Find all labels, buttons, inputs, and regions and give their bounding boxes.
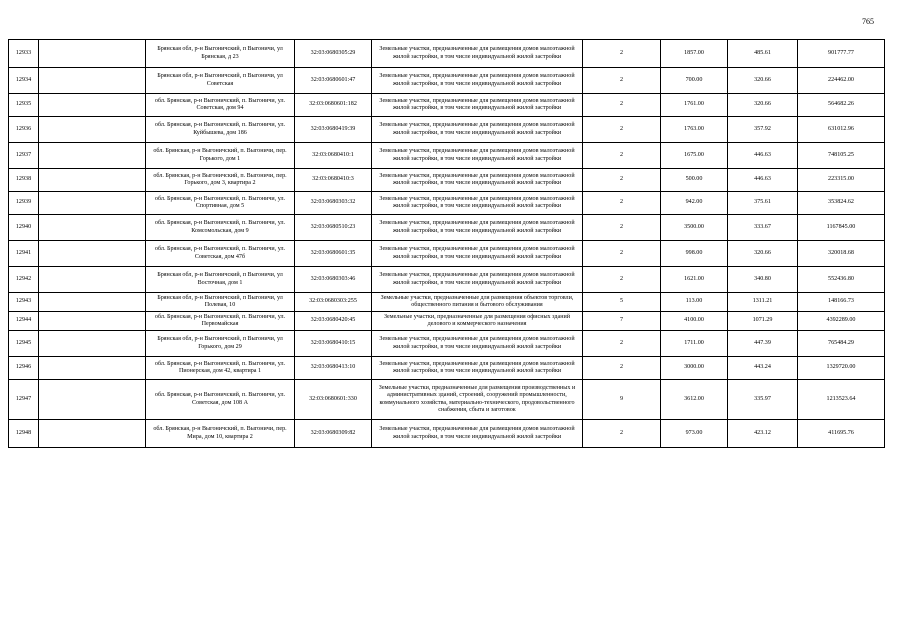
cadastral-value-cell: 224462.00 (798, 68, 885, 94)
land-use-cell: Земельные участки, предназначенные для размещения домов малоэтажной жилой застройки, в том числе индивидуальной жилой застройки (372, 331, 583, 357)
table-row (9, 312, 885, 331)
area-cell: 998.00 (661, 241, 728, 267)
table-row (9, 215, 885, 241)
area-cell: 3500.00 (661, 215, 728, 241)
address-cell: обл. Брянская, р-н Выгоничский, п. Выгоничи, ул. Куйбышева, дом 186 (146, 117, 295, 143)
table-row (9, 357, 885, 380)
area-cell: 700.00 (661, 68, 728, 94)
row-number-cell: 12941 (9, 241, 39, 267)
area-cell: 1857.00 (661, 40, 728, 68)
land-use-cell: Земельные участки, предназначенные для размещения домов малоэтажной жилой застройки, в том числе индивидуальной жилой застройки (372, 40, 583, 68)
address-cell: обл. Брянская, р-н Выгоничский, п. Выгоничи, пер. Горького, дом 1 (146, 143, 295, 169)
address-cell: обл. Брянская, р-н Выгоничский, п. Выгоничи, пер. Мира, дом 10, квартира 2 (146, 420, 295, 448)
area-cell: 942.00 (661, 192, 728, 215)
address-cell: обл. Брянская, р-н Выгоничский, п. Выгоничи, ул. Советская, дом 47б (146, 241, 295, 267)
blank-cell (39, 143, 146, 169)
cadastral-value-cell: 223315.00 (798, 169, 885, 192)
cadastral-value-cell: 411695.76 (798, 420, 885, 448)
table-row (9, 241, 885, 267)
specific-value-cell: 320.66 (728, 241, 798, 267)
cadastral-value-cell: 748105.25 (798, 143, 885, 169)
table-row (9, 192, 885, 215)
table-row (9, 331, 885, 357)
row-number-cell: 12944 (9, 312, 39, 331)
cadastral-number-cell: 32:03:0680410:15 (295, 331, 372, 357)
cadastral-value-table (8, 39, 885, 448)
specific-value-cell: 423.12 (728, 420, 798, 448)
group-cell: 7 (583, 312, 661, 331)
cadastral-number-cell: 32:03:0680601:35 (295, 241, 372, 267)
specific-value-cell: 1311.21 (728, 293, 798, 312)
cadastral-value-cell: 552436.80 (798, 267, 885, 293)
address-cell: Брянская обл, р-н Выгоничский, п Выгоничи, ул Советская (146, 68, 295, 94)
area-cell: 4100.00 (661, 312, 728, 331)
address-cell: обл. Брянская, р-н Выгоничский, п. Выгоничи, ул. Пионерская, дом 42, квартира 1 (146, 357, 295, 380)
address-cell: обл. Брянская, р-н Выгоничский, п. Выгоничи, пер. Горького, дом 3, квартира 2 (146, 169, 295, 192)
land-use-cell: Земельные участки, предназначенные для размещения домов малоэтажной жилой застройки, в том числе индивидуальной жилой застройки (372, 169, 583, 192)
cadastral-number-cell: 32:03:0680420:45 (295, 312, 372, 331)
row-number-cell: 12940 (9, 215, 39, 241)
area-cell: 1761.00 (661, 94, 728, 117)
cadastral-number-cell: 32:03:0680303:46 (295, 267, 372, 293)
table-row (9, 68, 885, 94)
cadastral-value-cell: 1329720.00 (798, 357, 885, 380)
area-cell: 1675.00 (661, 143, 728, 169)
group-cell: 2 (583, 143, 661, 169)
blank-cell (39, 357, 146, 380)
address-cell: обл. Брянская, р-н Выгоничский, п. Выгоничи, ул. Комсомольская, дом 9 (146, 215, 295, 241)
blank-cell (39, 312, 146, 331)
land-use-cell: Земельные участки, предназначенные для размещения объектов торговли, общественного питания и бытового обслуживания (372, 293, 583, 312)
cadastral-number-cell: 32:03:0680410:3 (295, 169, 372, 192)
area-cell: 1711.00 (661, 331, 728, 357)
blank-cell (39, 68, 146, 94)
row-number-cell: 12947 (9, 380, 39, 420)
table-row (9, 143, 885, 169)
cadastral-value-cell: 4392289.00 (798, 312, 885, 331)
group-cell: 2 (583, 169, 661, 192)
row-number-cell: 12948 (9, 420, 39, 448)
cadastral-number-cell: 32:03:0680413:10 (295, 357, 372, 380)
land-use-cell: Земельные участки, предназначенные для размещения домов малоэтажной жилой застройки, в том числе индивидуальной жилой застройки (372, 267, 583, 293)
blank-cell (39, 380, 146, 420)
land-use-cell: Земельные участки, предназначенные для размещения домов малоэтажной жилой застройки, в том числе индивидуальной жилой застройки (372, 94, 583, 117)
cadastral-number-cell: 32:03:0680601:182 (295, 94, 372, 117)
group-cell: 2 (583, 357, 661, 380)
group-cell: 2 (583, 267, 661, 293)
row-number-cell: 12938 (9, 169, 39, 192)
specific-value-cell: 335.97 (728, 380, 798, 420)
cadastral-value-cell: 320018.68 (798, 241, 885, 267)
group-cell: 2 (583, 420, 661, 448)
group-cell: 2 (583, 215, 661, 241)
row-number-cell: 12936 (9, 117, 39, 143)
area-cell: 500.00 (661, 169, 728, 192)
cadastral-value-cell: 901777.77 (798, 40, 885, 68)
blank-cell (39, 94, 146, 117)
specific-value-cell: 447.39 (728, 331, 798, 357)
table-row (9, 293, 885, 312)
land-use-cell: Земельные участки, предназначенные для размещения домов малоэтажной жилой застройки, в том числе индивидуальной жилой застройки (372, 192, 583, 215)
land-use-cell: Земельные участки, предназначенные для размещения производственных и административных зданий, строений, сооружений промышленности, коммунального хозяйства, материально-технического, продовольственного снабжения, сбыта и заготовок (372, 380, 583, 420)
group-cell: 2 (583, 40, 661, 68)
blank-cell (39, 192, 146, 215)
row-number-cell: 12939 (9, 192, 39, 215)
cadastral-number-cell: 32:03:0680601:330 (295, 380, 372, 420)
blank-cell (39, 117, 146, 143)
land-use-cell: Земельные участки, предназначенные для размещения домов малоэтажной жилой застройки, в том числе индивидуальной жилой застройки (372, 143, 583, 169)
cadastral-number-cell: 32:03:0680410:1 (295, 143, 372, 169)
table-body (9, 40, 885, 448)
row-number-cell: 12933 (9, 40, 39, 68)
specific-value-cell: 443.24 (728, 357, 798, 380)
group-cell: 2 (583, 241, 661, 267)
cadastral-number-cell: 32:03:0680309:82 (295, 420, 372, 448)
land-use-cell: Земельные участки, предназначенные для размещения домов малоэтажной жилой застройки, в том числе индивидуальной жилой застройки (372, 241, 583, 267)
blank-cell (39, 215, 146, 241)
cadastral-value-cell: 1167845.00 (798, 215, 885, 241)
table-row (9, 420, 885, 448)
cadastral-value-cell: 148166.73 (798, 293, 885, 312)
address-cell: Брянская обл, р-н Выгоничский, п Выгоничи, ул Брянская, д 23 (146, 40, 295, 68)
cadastral-number-cell: 32:03:0680601:47 (295, 68, 372, 94)
specific-value-cell: 446.63 (728, 169, 798, 192)
specific-value-cell: 375.61 (728, 192, 798, 215)
land-use-cell: Земельные участки, предназначенные для размещения домов малоэтажной жилой застройки, в том числе индивидуальной жилой застройки (372, 420, 583, 448)
blank-cell (39, 40, 146, 68)
specific-value-cell: 485.61 (728, 40, 798, 68)
specific-value-cell: 320.66 (728, 94, 798, 117)
address-cell: обл. Брянская, р-н Выгоничский, п. Выгоничи, ул. Советская, дом 94 (146, 94, 295, 117)
cadastral-value-cell: 1213523.64 (798, 380, 885, 420)
address-cell: Брянская обл, р-н Выгоничский, п Выгоничи, ул Полевая, 10 (146, 293, 295, 312)
blank-cell (39, 241, 146, 267)
area-cell: 1621.00 (661, 267, 728, 293)
row-number-cell: 12935 (9, 94, 39, 117)
group-cell: 2 (583, 331, 661, 357)
blank-cell (39, 169, 146, 192)
group-cell: 5 (583, 293, 661, 312)
address-cell: обл. Брянская, р-н Выгоничский, п. Выгоничи, ул. Спортивная, дом 5 (146, 192, 295, 215)
address-cell: Брянская обл, р-н Выгоничский, п Выгоничи, ул Горького, дом 29 (146, 331, 295, 357)
cadastral-number-cell: 32:03:0680510:23 (295, 215, 372, 241)
cadastral-value-cell: 564682.26 (798, 94, 885, 117)
blank-cell (39, 293, 146, 312)
page-number: 765 (862, 17, 874, 26)
area-cell: 1763.00 (661, 117, 728, 143)
cadastral-value-cell: 765484.29 (798, 331, 885, 357)
area-cell: 113.00 (661, 293, 728, 312)
land-use-cell: Земельные участки, предназначенные для размещения домов малоэтажной жилой застройки, в том числе индивидуальной жилой застройки (372, 357, 583, 380)
land-use-cell: Земельные участки, предназначенные для размещения домов малоэтажной жилой застройки, в том числе индивидуальной жилой застройки (372, 68, 583, 94)
row-number-cell: 12934 (9, 68, 39, 94)
table-row (9, 94, 885, 117)
area-cell: 3000.00 (661, 357, 728, 380)
area-cell: 3612.00 (661, 380, 728, 420)
group-cell: 9 (583, 380, 661, 420)
blank-cell (39, 331, 146, 357)
row-number-cell: 12946 (9, 357, 39, 380)
table-row (9, 117, 885, 143)
specific-value-cell: 357.92 (728, 117, 798, 143)
table-row (9, 380, 885, 420)
blank-cell (39, 420, 146, 448)
specific-value-cell: 446.63 (728, 143, 798, 169)
table-row (9, 169, 885, 192)
row-number-cell: 12943 (9, 293, 39, 312)
row-number-cell: 12937 (9, 143, 39, 169)
land-use-cell: Земельные участки, предназначенные для размещения домов малоэтажной жилой застройки, в том числе индивидуальной жилой застройки (372, 215, 583, 241)
specific-value-cell: 340.80 (728, 267, 798, 293)
cadastral-number-cell: 32:03:0680303:255 (295, 293, 372, 312)
table-row (9, 267, 885, 293)
cadastral-value-cell: 631012.96 (798, 117, 885, 143)
cadastral-value-cell: 353824.62 (798, 192, 885, 215)
specific-value-cell: 1071.29 (728, 312, 798, 331)
row-number-cell: 12945 (9, 331, 39, 357)
row-number-cell: 12942 (9, 267, 39, 293)
group-cell: 2 (583, 94, 661, 117)
group-cell: 2 (583, 117, 661, 143)
land-use-cell: Земельные участки, предназначенные для размещения офисных зданий делового и коммерческого назначения (372, 312, 583, 331)
area-cell: 973.00 (661, 420, 728, 448)
specific-value-cell: 320.66 (728, 68, 798, 94)
table-row (9, 40, 885, 68)
land-use-cell: Земельные участки, предназначенные для размещения домов малоэтажной жилой застройки, в том числе индивидуальной жилой застройки (372, 117, 583, 143)
specific-value-cell: 333.67 (728, 215, 798, 241)
cadastral-number-cell: 32:03:0680305:29 (295, 40, 372, 68)
address-cell: обл. Брянская, р-н Выгоничский, п. Выгоничи, ул. Советская, дом 108 А (146, 380, 295, 420)
blank-cell (39, 267, 146, 293)
address-cell: Брянская обл, р-н Выгоничский, п Выгоничи, ул Восточная, дом 1 (146, 267, 295, 293)
group-cell: 2 (583, 192, 661, 215)
cadastral-number-cell: 32:03:0680303:32 (295, 192, 372, 215)
cadastral-number-cell: 32:03:0680419:39 (295, 117, 372, 143)
address-cell: обл. Брянская, р-н Выгоничский, п. Выгоничи, ул. Первомайская (146, 312, 295, 331)
group-cell: 2 (583, 68, 661, 94)
